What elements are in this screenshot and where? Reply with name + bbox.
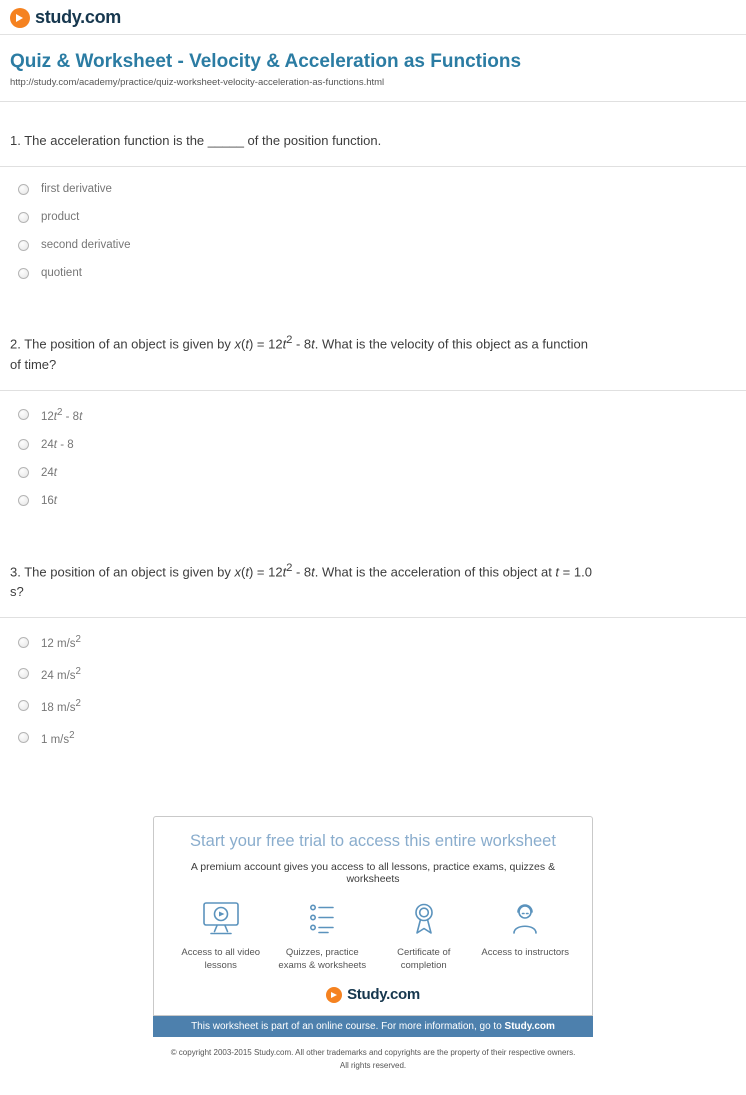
answer-option[interactable]: [10, 722, 736, 754]
option-label: product: [41, 211, 80, 224]
option-label: 16t: [41, 494, 57, 507]
option-label: $12t^2 - 8t$: [41, 406, 83, 423]
feature-item: [170, 901, 272, 973]
play-icon: [326, 987, 342, 1003]
options-list: [0, 618, 746, 769]
option-label: 24t: [41, 466, 57, 479]
title-block: [0, 35, 746, 88]
radio-button[interactable]: [18, 439, 29, 450]
question-block-3: [0, 560, 746, 770]
options-list: [0, 167, 746, 303]
course-banner: [153, 1016, 593, 1037]
radio-button[interactable]: [18, 495, 29, 506]
radio-button[interactable]: [18, 184, 29, 195]
features-row: [166, 901, 580, 973]
option-label: quotient: [41, 267, 82, 280]
answer-option[interactable]: [10, 231, 736, 259]
option-label: 18 $m/s^2$: [41, 697, 81, 714]
page-title: Quiz & Worksheet - Velocity & Acceleration as Functions: [10, 51, 522, 72]
answer-option[interactable]: [10, 459, 736, 487]
options-list: [0, 391, 746, 531]
option-label: first derivative: [41, 183, 112, 196]
answer-option[interactable]: [10, 487, 736, 515]
option-label: 12 $m/s^2$: [41, 634, 81, 651]
answer-option[interactable]: [10, 259, 736, 287]
trial-section: [153, 816, 593, 1038]
radio-button[interactable]: [18, 409, 29, 420]
feature-label: Access to instructors: [481, 946, 570, 958]
question-block-1: [0, 131, 746, 303]
answer-option[interactable]: [10, 399, 736, 431]
radio-button[interactable]: [18, 732, 29, 743]
feature-label: Certificate of completion: [397, 946, 451, 971]
page-url: http://study.com/academy/practice/quiz-worksheet-velocity-acceleration-as-functions.html: [10, 77, 385, 88]
radio-button[interactable]: [18, 467, 29, 478]
trial-subtitle: A premium account gives you access to all lessons, practice exams, quizzes & worksheets: [190, 860, 556, 885]
trial-title: Start your free trial to access this entire worksheet: [190, 831, 556, 850]
certificate-icon: [404, 901, 444, 937]
banner-link[interactable]: Study.com: [504, 1021, 555, 1033]
question-text: 3. The position of an object is given by $x(t) = 12t^2 - 8t$. What is the acceleration of this object at t = 1.0 s?: [10, 561, 592, 600]
answer-option[interactable]: [10, 626, 736, 658]
feature-item: [272, 901, 374, 973]
play-icon: [10, 8, 30, 28]
feature-item: [373, 901, 475, 973]
logo-text: study.com: [35, 7, 121, 27]
studycom-logo[interactable]: [326, 986, 420, 1003]
answer-option[interactable]: [10, 690, 736, 722]
answer-option[interactable]: [10, 175, 736, 203]
question-block-2: [0, 332, 746, 530]
copyright: [0, 1047, 746, 1073]
answer-option[interactable]: [10, 431, 736, 459]
banner-text: This worksheet is part of an online course. For more information, go to: [191, 1021, 505, 1033]
logo-text: Study.com: [347, 986, 420, 1004]
answer-option[interactable]: [10, 203, 736, 231]
question-text: 2. The position of an object is given by $x(t) = 12t^2 - 8t$. What is the velocity of this object as a function of time?: [10, 334, 588, 372]
divider: [0, 101, 746, 102]
video-lessons-icon: [201, 901, 241, 937]
feature-item: [475, 901, 577, 973]
trial-box: [153, 816, 593, 1017]
option-label: 1 $m/s^2$: [41, 729, 75, 746]
feature-label: Access to all video lessons: [181, 946, 261, 971]
radio-button[interactable]: [18, 668, 29, 679]
radio-button[interactable]: [18, 268, 29, 279]
radio-button[interactable]: [18, 637, 29, 648]
option-label: 24t - 8: [41, 438, 74, 451]
feature-label: Quizzes, practice exams & worksheets: [278, 946, 367, 971]
answer-option[interactable]: [10, 658, 736, 690]
studycom-logo[interactable]: [10, 7, 121, 28]
radio-button[interactable]: [18, 700, 29, 711]
copyright-line-1: © copyright 2003-2015 Study.com. All other trademarks and copyrights are the property of their respective owners.: [170, 1048, 576, 1058]
option-label: 24 $m/s^2$: [41, 666, 81, 682]
header: [0, 0, 746, 35]
radio-button[interactable]: [18, 212, 29, 223]
instructors-icon: [505, 901, 545, 937]
option-label: second derivative: [41, 239, 131, 252]
radio-button[interactable]: [18, 240, 29, 251]
copyright-line-2: All rights reserved.: [339, 1060, 407, 1070]
quizzes-icon: [302, 901, 342, 937]
question-text: 1. The acceleration function is the _____ of the position function.: [10, 133, 382, 148]
